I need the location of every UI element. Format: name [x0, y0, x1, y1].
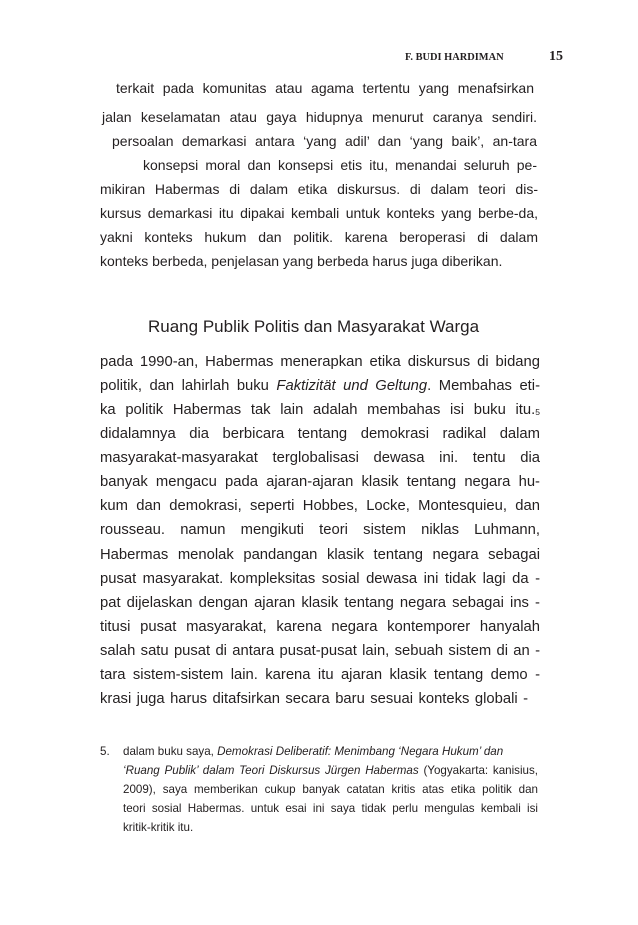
- text-line: persoalan demarkasi antara ‘yang adil’ dan ‘yang baik’, an-tara: [112, 133, 537, 149]
- text-line: pada 1990-an, Habermas menerapkan etika diskursus di bidang: [100, 354, 540, 370]
- book-title: Faktizität und Geltung: [276, 378, 428, 395]
- page-number: 15: [549, 49, 563, 64]
- text-line: didalamnya dia berbicara tentang demokrasi radikal dalam: [100, 426, 540, 443]
- footnote-text: [123, 742, 538, 837]
- text-line: [100, 398, 540, 422]
- text-line: [100, 374, 540, 398]
- text-line: kursus demarkasi itu dipakai kembali untuk konteks yang berbe-da,: [100, 205, 538, 221]
- text-line: konteks berbeda, penjelasan yang berbeda harus juga diberikan.: [100, 253, 503, 269]
- intro-paragraph: [100, 76, 538, 273]
- text-line: tara sistem-sistem lain. karena itu ajaran klasik tentang demo -: [100, 666, 540, 683]
- text-line: titusi pusat masyarakat, karena negara kontemporer hanyalah: [100, 618, 540, 635]
- text-line: pat dijelaskan dengan ajaran klasik tentang negara sebagai ins -: [100, 594, 540, 611]
- footnote-line: teori sosial Habermas. untuk esai ini saya tidak perlu mengulas kembali isi: [123, 802, 538, 815]
- footnote-line: [123, 742, 538, 761]
- text-line: Habermas menolak pandangan klasik tentang negara sebagai: [100, 546, 540, 563]
- text-line: jalan keselamatan atau gaya hidupnya menurut caranya sendiri.: [102, 109, 537, 125]
- section-heading: Ruang Publik Politis dan Masyarakat Warga: [148, 317, 480, 336]
- footnote: [100, 742, 538, 842]
- running-head-author: F. BUDI HARDIMAN: [405, 52, 504, 63]
- footnote-marker: 5: [535, 407, 540, 418]
- text-run: . Membahas eti-: [427, 378, 540, 395]
- text-line: banyak mengacu pada ajaran-ajaran klasik tentang negara hu-: [100, 474, 540, 491]
- book-title: Demokrasi Deliberatif: Menimbang ‘Negara Hukum’ dan: [217, 745, 504, 758]
- text-run: politik, dan lahirlah buku: [100, 378, 277, 395]
- book-title: ‘Ruang Publik’ dalam Teori Diskursus Jürgen Habermas: [123, 764, 419, 777]
- text-line: salah satu pusat di antara pusat-pusat lain, sebuah sistem di an -: [100, 642, 540, 659]
- text-line: masyarakat-masyarakat terglobalisasi dewasa ini. tentu dia: [100, 450, 540, 467]
- footnote-line: [123, 761, 538, 780]
- section-paragraph: [100, 350, 540, 711]
- text-line: yakni konteks hukum dan politik. karena beroperasi di dalam: [100, 229, 538, 245]
- text-line: pusat masyarakat. kompleksitas sosial dewasa ini tidak lagi da -: [100, 570, 540, 587]
- text-line: krasi juga harus ditafsirkan secara baru sesuai konteks globali -: [100, 690, 528, 707]
- text-run: (Yogyakarta: kanisius,: [418, 764, 538, 777]
- footnote-line: kritik-kritik itu.: [123, 821, 194, 834]
- text-run: ka politik Habermas tak lain adalah membahas isi buku itu.: [100, 402, 536, 419]
- text-line: konsepsi moral dan konsepsi etis itu, menandai seluruh pe-: [143, 157, 537, 173]
- footnote-line: 2009), saya memberikan cukup banyak catatan kritis atas etika politik dan: [123, 783, 538, 796]
- footnote-number: 5.: [100, 745, 110, 758]
- text-line: rousseau. namun mengikuti teori sistem niklas Luhmann,: [100, 522, 540, 539]
- text-line: kum dan demokrasi, seperti Hobbes, Locke, Montesquieu, dan: [100, 498, 540, 515]
- text-line: mikiran Habermas di dalam etika diskursus. di dalam teori dis-: [100, 181, 538, 197]
- text-run: dalam buku saya,: [123, 745, 218, 758]
- text-line: terkait pada komunitas atau agama tertentu yang menafsirkan: [116, 80, 534, 96]
